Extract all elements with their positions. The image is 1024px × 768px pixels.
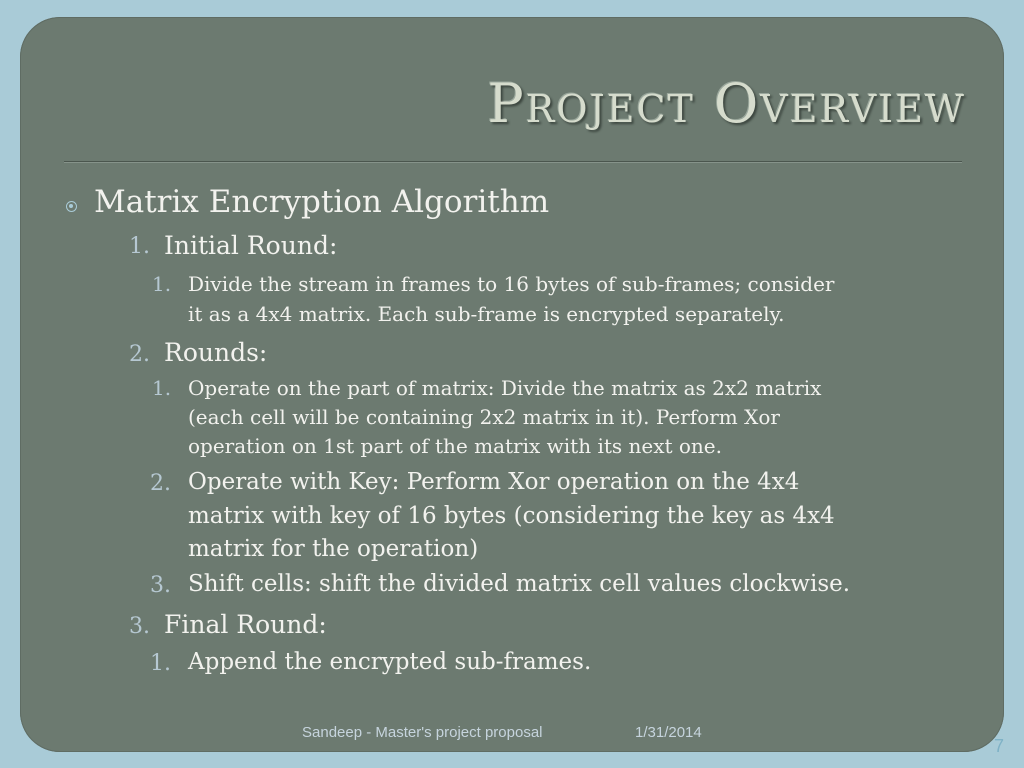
list-item-cont: matrix for the operation)	[188, 536, 479, 562]
footer-date: 1/31/2014	[635, 724, 702, 741]
page-number: 7	[993, 736, 1004, 756]
list-item: Operate with Key: Perform Xor operation on the 4x4	[188, 469, 800, 495]
circle-bullet-icon	[66, 201, 77, 212]
list-item: Rounds:	[164, 338, 268, 367]
list-number: 3.	[129, 614, 150, 639]
list-item: Append the encrypted sub-frames.	[188, 649, 592, 675]
list-number: 3.	[150, 573, 171, 598]
list-item-cont: matrix with key of 16 bytes (considering the key as 4x4	[188, 503, 835, 529]
list-item: Divide the stream in frames to 16 bytes of sub-frames; consider	[188, 272, 835, 296]
footer-author: Sandeep - Master's project proposal	[302, 724, 543, 741]
list-item-cont: operation on 1st part of the matrix with its next one.	[188, 434, 723, 458]
list-number: 2.	[129, 342, 150, 367]
list-number: 1.	[150, 651, 171, 676]
list-number: 1.	[152, 376, 172, 400]
list-number: 1.	[129, 234, 150, 259]
list-item: Operate on the part of matrix: Divide the matrix as 2x2 matrix	[188, 376, 822, 400]
list-item-cont: (each cell will be containing 2x2 matrix in it). Perform Xor	[188, 405, 780, 429]
slide-title: Project Overview	[487, 72, 966, 135]
list-item: Initial Round:	[164, 231, 338, 260]
main-bullet: Matrix Encryption Algorithm	[94, 184, 550, 220]
list-item: Shift cells: shift the divided matrix cell values clockwise.	[188, 571, 851, 597]
list-item-cont: it as a 4x4 matrix. Each sub-frame is encrypted separately.	[188, 302, 785, 326]
list-number: 1.	[152, 272, 172, 296]
list-number: 2.	[150, 471, 171, 496]
list-item: Final Round:	[164, 610, 327, 639]
